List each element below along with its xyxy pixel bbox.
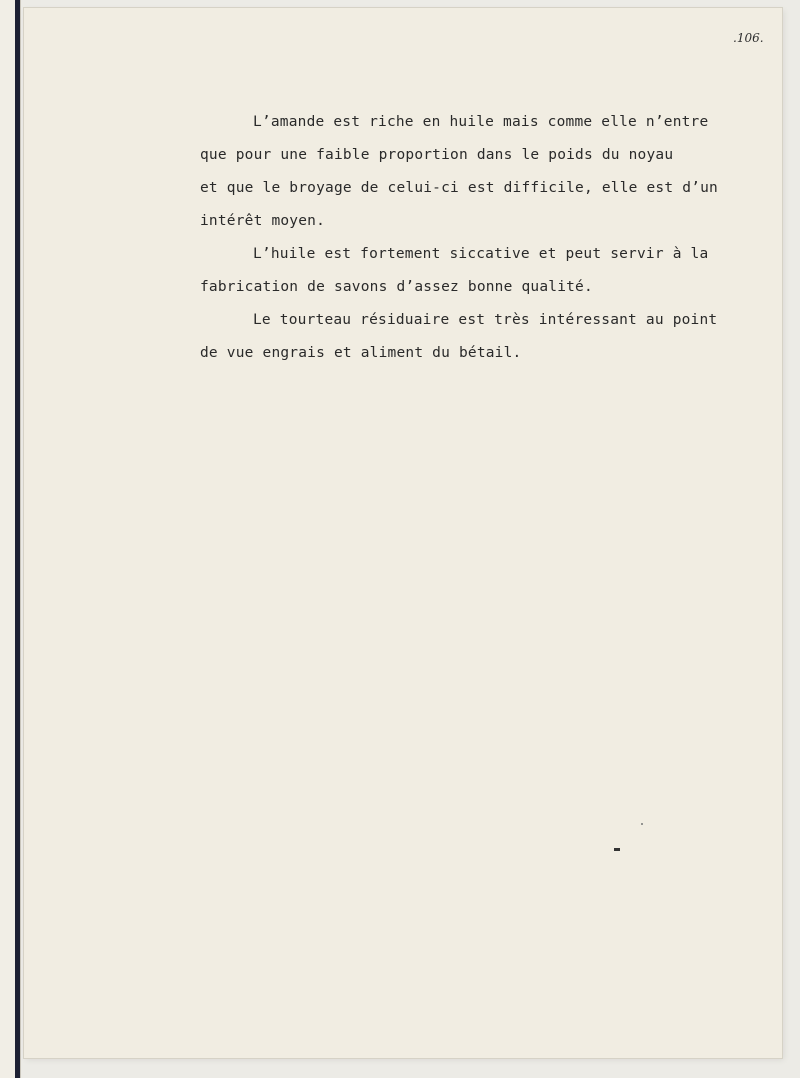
typed-page <box>24 8 782 1058</box>
text-line: Le tourteau résiduaire est très intéressant au point <box>253 312 718 328</box>
text-line: et que le broyage de celui-ci est difficile, elle est d’un <box>200 180 718 196</box>
text-line: que pour une faible proportion dans le poids du noyau <box>200 147 674 163</box>
text-line: de vue engrais et aliment du bétail. <box>200 345 522 361</box>
text-line: L’amande est riche en huile mais comme elle n’entre <box>253 114 709 130</box>
text-line: intérêt moyen. <box>200 213 326 229</box>
typed-text-block <box>200 106 780 370</box>
page-number: .106. <box>733 31 764 45</box>
ink-mark <box>614 848 620 851</box>
ink-speck <box>641 823 643 825</box>
text-line: L’huile est fortement siccative et peut servir à la <box>253 246 709 262</box>
binding-edge <box>15 0 20 1078</box>
text-line: fabrication de savons d’assez bonne qualité. <box>200 279 593 295</box>
